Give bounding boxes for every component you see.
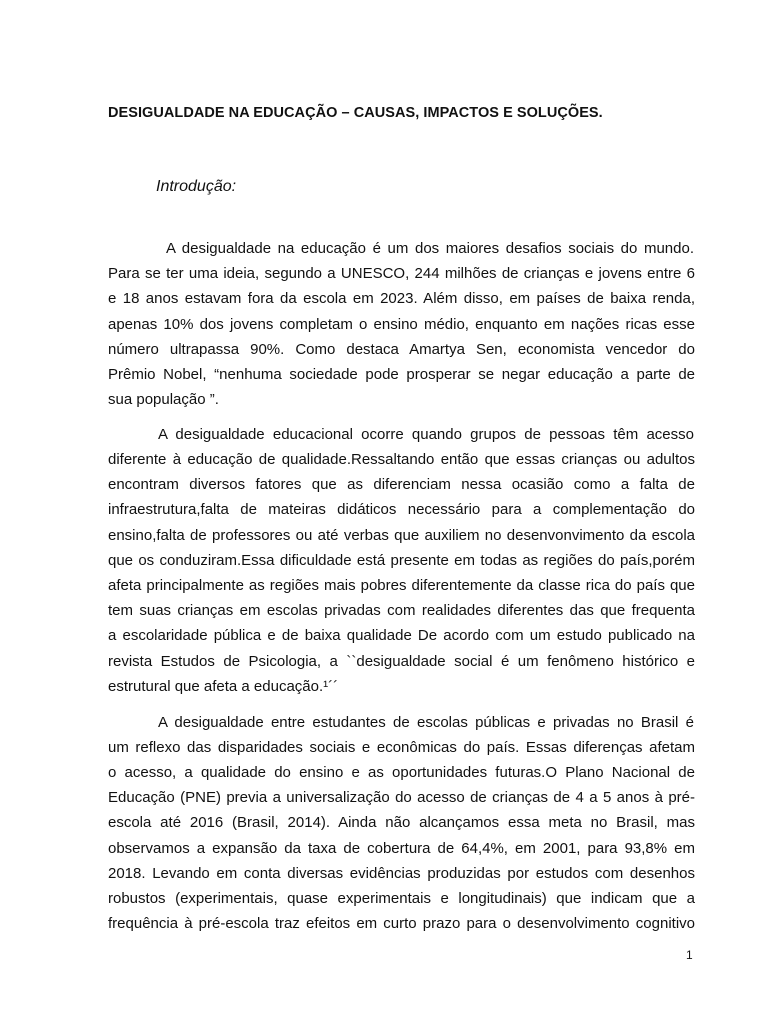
paragraph-line: diferente à educação de qualidade.Ressaltando então que essas crianças ou adultos <box>108 451 695 468</box>
paragraph-line: um reflexo das disparidades sociais e econômicas do país. Essas diferenças afetam <box>108 739 695 756</box>
paragraph-line: infraestrutura,falta de mateiras didáticos necessário para a complementação do <box>108 501 695 518</box>
paragraph-line: tem suas crianças em escolas privadas com realidades diferentes das que frequenta <box>108 602 695 619</box>
paragraph-line: sua população ”. <box>108 391 219 408</box>
paragraph-line: A desigualdade educacional ocorre quando grupos de pessoas têm acesso <box>158 426 694 443</box>
paragraph-line: ensino,falta de professores ou até verbas que auxiliem no desenvonvimento da escola <box>108 527 695 544</box>
paragraph-line: observamos a expansão da taxa de cobertura de 64,4%, em 2001, para 93,8% em <box>108 840 695 857</box>
paragraph-line: Educação (PNE) previa a universalização do acesso de crianças de 4 a 5 anos à pré- <box>108 789 695 806</box>
paragraph-line: a escolaridade pública e de baixa qualidade De acordo com um estudo publicado na <box>108 627 695 644</box>
paragraph-line: Prêmio Nobel, “nenhuma sociedade pode prosperar se negar educação a parte de <box>108 366 695 383</box>
paragraph-line: apenas 10% dos jovens completam o ensino médio, enquanto em nações ricas esse <box>108 316 695 333</box>
paragraph-line: que os conduziram.Essa dificuldade está presente em todas as regiões do país,porém <box>108 552 695 569</box>
document-title: DESIGUALDADE NA EDUCAÇÃO – CAUSAS, IMPACTOS E SOLUÇÕES. <box>108 105 603 121</box>
paragraph-line: robustos (experimentais, quase experimentais e longitudinais) que indicam que a <box>108 890 695 907</box>
page-number: 1 <box>686 948 693 962</box>
paragraph-line: escola até 2016 (Brasil, 2014). Ainda não alcançamos essa meta no Brasil, mas <box>108 814 695 831</box>
paragraph-line: número ultrapassa 90%. Como destaca Amartya Sen, economista vencedor do <box>108 341 695 358</box>
paragraph-line: revista Estudos de Psicologia, a ``desigualdade social é um fenômeno histórico e <box>108 653 695 670</box>
paragraph-line: encontram diversos fatores que as diferenciam nessa ocasião como a falta de <box>108 476 695 493</box>
paragraph-line: estrutural que afeta a educação.¹´´ <box>108 678 339 695</box>
paragraph-line: e 18 anos estavam fora da escola em 2023. Além disso, em países de baixa renda, <box>108 290 695 307</box>
section-heading-introducao: Introdução: <box>156 178 237 195</box>
paragraph-line: 2018. Levando em conta diversas evidências produzidas por estudos com desenhos <box>108 865 695 882</box>
paragraph-line: Para se ter uma ideia, segundo a UNESCO, 244 milhões de crianças e jovens entre 6 <box>108 265 695 282</box>
paragraph-line: afeta principalmente as regiões mais pobres diferentemente da classe rica do país que <box>108 577 695 594</box>
paragraph-line: A desigualdade entre estudantes de escolas públicas e privadas no Brasil é <box>158 714 694 731</box>
paragraph-line: A desigualdade na educação é um dos maiores desafios sociais do mundo. <box>166 240 694 257</box>
paragraph-line: o acesso, a qualidade do ensino e as oportunidades futuras.O Plano Nacional de <box>108 764 695 781</box>
paragraph-line: frequência à pré-escola traz efeitos em curto prazo para o desenvolvimento cognitivo <box>108 915 695 932</box>
